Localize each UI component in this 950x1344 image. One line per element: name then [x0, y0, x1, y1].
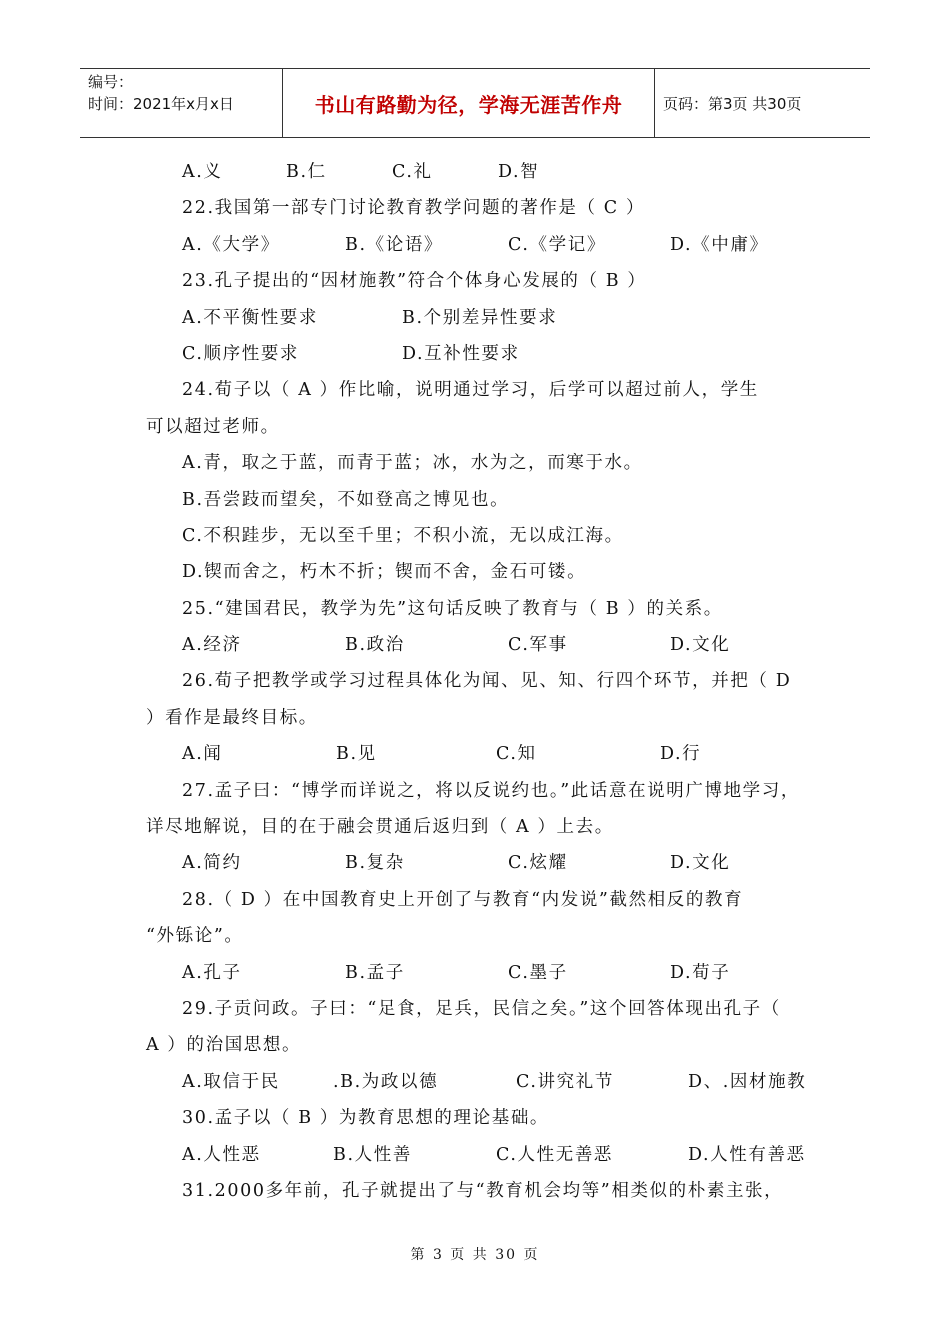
answer-option: A.义 — [182, 162, 223, 182]
option-row — [146, 1064, 826, 1100]
answer-option: B.仁 — [286, 162, 327, 182]
answer-option: C.讲究礼节 — [516, 1071, 614, 1092]
question-line: 30.孟子以（ B ）为教育思想的理论基础。 — [182, 1108, 550, 1129]
header-page — [655, 69, 870, 137]
header-meta — [80, 69, 283, 137]
document-body — [146, 154, 826, 1209]
question-line: B.吾尝跂而望矣，不如登高之博见也。 — [182, 489, 510, 510]
answer-option: A.简约 — [182, 853, 242, 874]
header-motto — [283, 69, 655, 137]
question-line: C.不积跬步，无以至千里；不积小流，无以成江海。 — [182, 525, 624, 546]
answer-option: C.军事 — [508, 635, 568, 656]
answer-option: D.智 — [498, 162, 540, 182]
option-row — [146, 154, 826, 190]
answer-option: A.经济 — [182, 635, 242, 656]
answer-option: D.《中庸》 — [670, 234, 769, 255]
answer-option: D.文化 — [670, 635, 731, 656]
option-row — [146, 736, 826, 772]
question-line: 29.子贡问政。子曰：“足食，足兵，民信之矣。”这个回答体现出孔子（ — [182, 998, 781, 1019]
answer-option: A.闻 — [182, 744, 223, 765]
answer-option: A.不平衡性要求 — [182, 307, 319, 328]
text-line-continuation: A ）的治国思想。 — [146, 1035, 302, 1056]
answer-option: B.见 — [336, 744, 377, 765]
answer-option: D、.因材施教 — [688, 1071, 807, 1092]
motto-text: 书山有路勤为径，学海无涯苦作舟 — [314, 92, 623, 117]
answer-option: B.人性善 — [333, 1144, 412, 1165]
text-line-continuation: ）看作是最终目标。 — [146, 707, 318, 728]
answer-option: C.墨子 — [508, 962, 568, 983]
answer-option: C.礼 — [392, 162, 433, 182]
question-line: 31.2000多年前，孔子就提出了与“教育机会均等”相类似的朴素主张， — [182, 1180, 784, 1201]
answer-option: .B.为政以德 — [333, 1071, 439, 1092]
question-line: 23.孔子提出的“因材施教”符合个体身心发展的（ B ） — [182, 271, 647, 292]
question-line: A.青，取之于蓝，而青于蓝；冰，水为之，而寒于水。 — [182, 453, 643, 474]
option-row — [146, 336, 826, 372]
page-footer: 第 3 页 共 30 页 — [410, 1247, 540, 1263]
answer-option: B.复杂 — [345, 853, 405, 874]
answer-option: B.《论语》 — [345, 234, 444, 255]
text-line-continuation: 可以超过老师。 — [146, 416, 280, 437]
question-line: 27.孟子曰：“博学而详说之，将以反说约也。”此话意在说明广博地学习， — [182, 780, 800, 801]
question-line: 28.（ D ）在中国教育史上开创了与教育“内发说”截然相反的教育 — [182, 889, 744, 910]
option-row — [146, 845, 826, 881]
answer-option: D.文化 — [670, 853, 731, 874]
answer-option: C.炫耀 — [508, 853, 568, 874]
answer-option: D.互补性要求 — [402, 343, 520, 364]
question-line: 22.我国第一部专门讨论教育教学问题的著作是（ C ） — [182, 198, 646, 219]
page-header — [80, 68, 870, 138]
option-row — [146, 227, 826, 263]
answer-option: C.顺序性要求 — [182, 343, 300, 364]
answer-option: B.孟子 — [345, 962, 405, 983]
answer-option: A.取信于民 — [182, 1071, 280, 1092]
serial-label: 编号： — [88, 73, 134, 91]
answer-option: C.《学记》 — [508, 234, 606, 255]
date-label: 时间：2021年x月x日 — [88, 95, 234, 113]
text-line-continuation: “外铄论”。 — [146, 926, 244, 947]
option-row — [146, 955, 826, 991]
option-row — [146, 1137, 826, 1173]
option-row — [146, 627, 826, 663]
question-line: 25.“建国君民，教学为先”这句话反映了教育与（ B ）的关系。 — [182, 598, 723, 619]
answer-option: D.行 — [660, 744, 702, 765]
option-row — [146, 300, 826, 336]
answer-option: A.《大学》 — [182, 234, 280, 255]
question-line: 24.荀子以（ A ）作比喻，说明通过学习，后学可以超过前人，学生 — [182, 380, 759, 401]
answer-option: D.荀子 — [670, 962, 731, 983]
answer-option: A.孔子 — [182, 962, 242, 983]
question-line: 26.荀子把教学或学习过程具体化为闻、见、知、行四个环节，并把（ D — [182, 671, 792, 692]
question-line: D.锲而舍之，朽木不折；锲而不舍，金石可镂。 — [182, 562, 587, 583]
answer-option: A.人性恶 — [182, 1144, 261, 1165]
answer-option: B.个别差异性要求 — [402, 307, 558, 328]
answer-option: C.人性无善恶 — [496, 1144, 614, 1165]
answer-option: B.政治 — [345, 635, 405, 656]
answer-option: C.知 — [496, 744, 537, 765]
text-line-continuation: 详尽地解说，目的在于融会贯通后返归到（ A ）上去。 — [146, 817, 614, 838]
answer-option: D.人性有善恶 — [688, 1144, 806, 1165]
page-label: 页码：第3页 共30页 — [663, 94, 802, 113]
